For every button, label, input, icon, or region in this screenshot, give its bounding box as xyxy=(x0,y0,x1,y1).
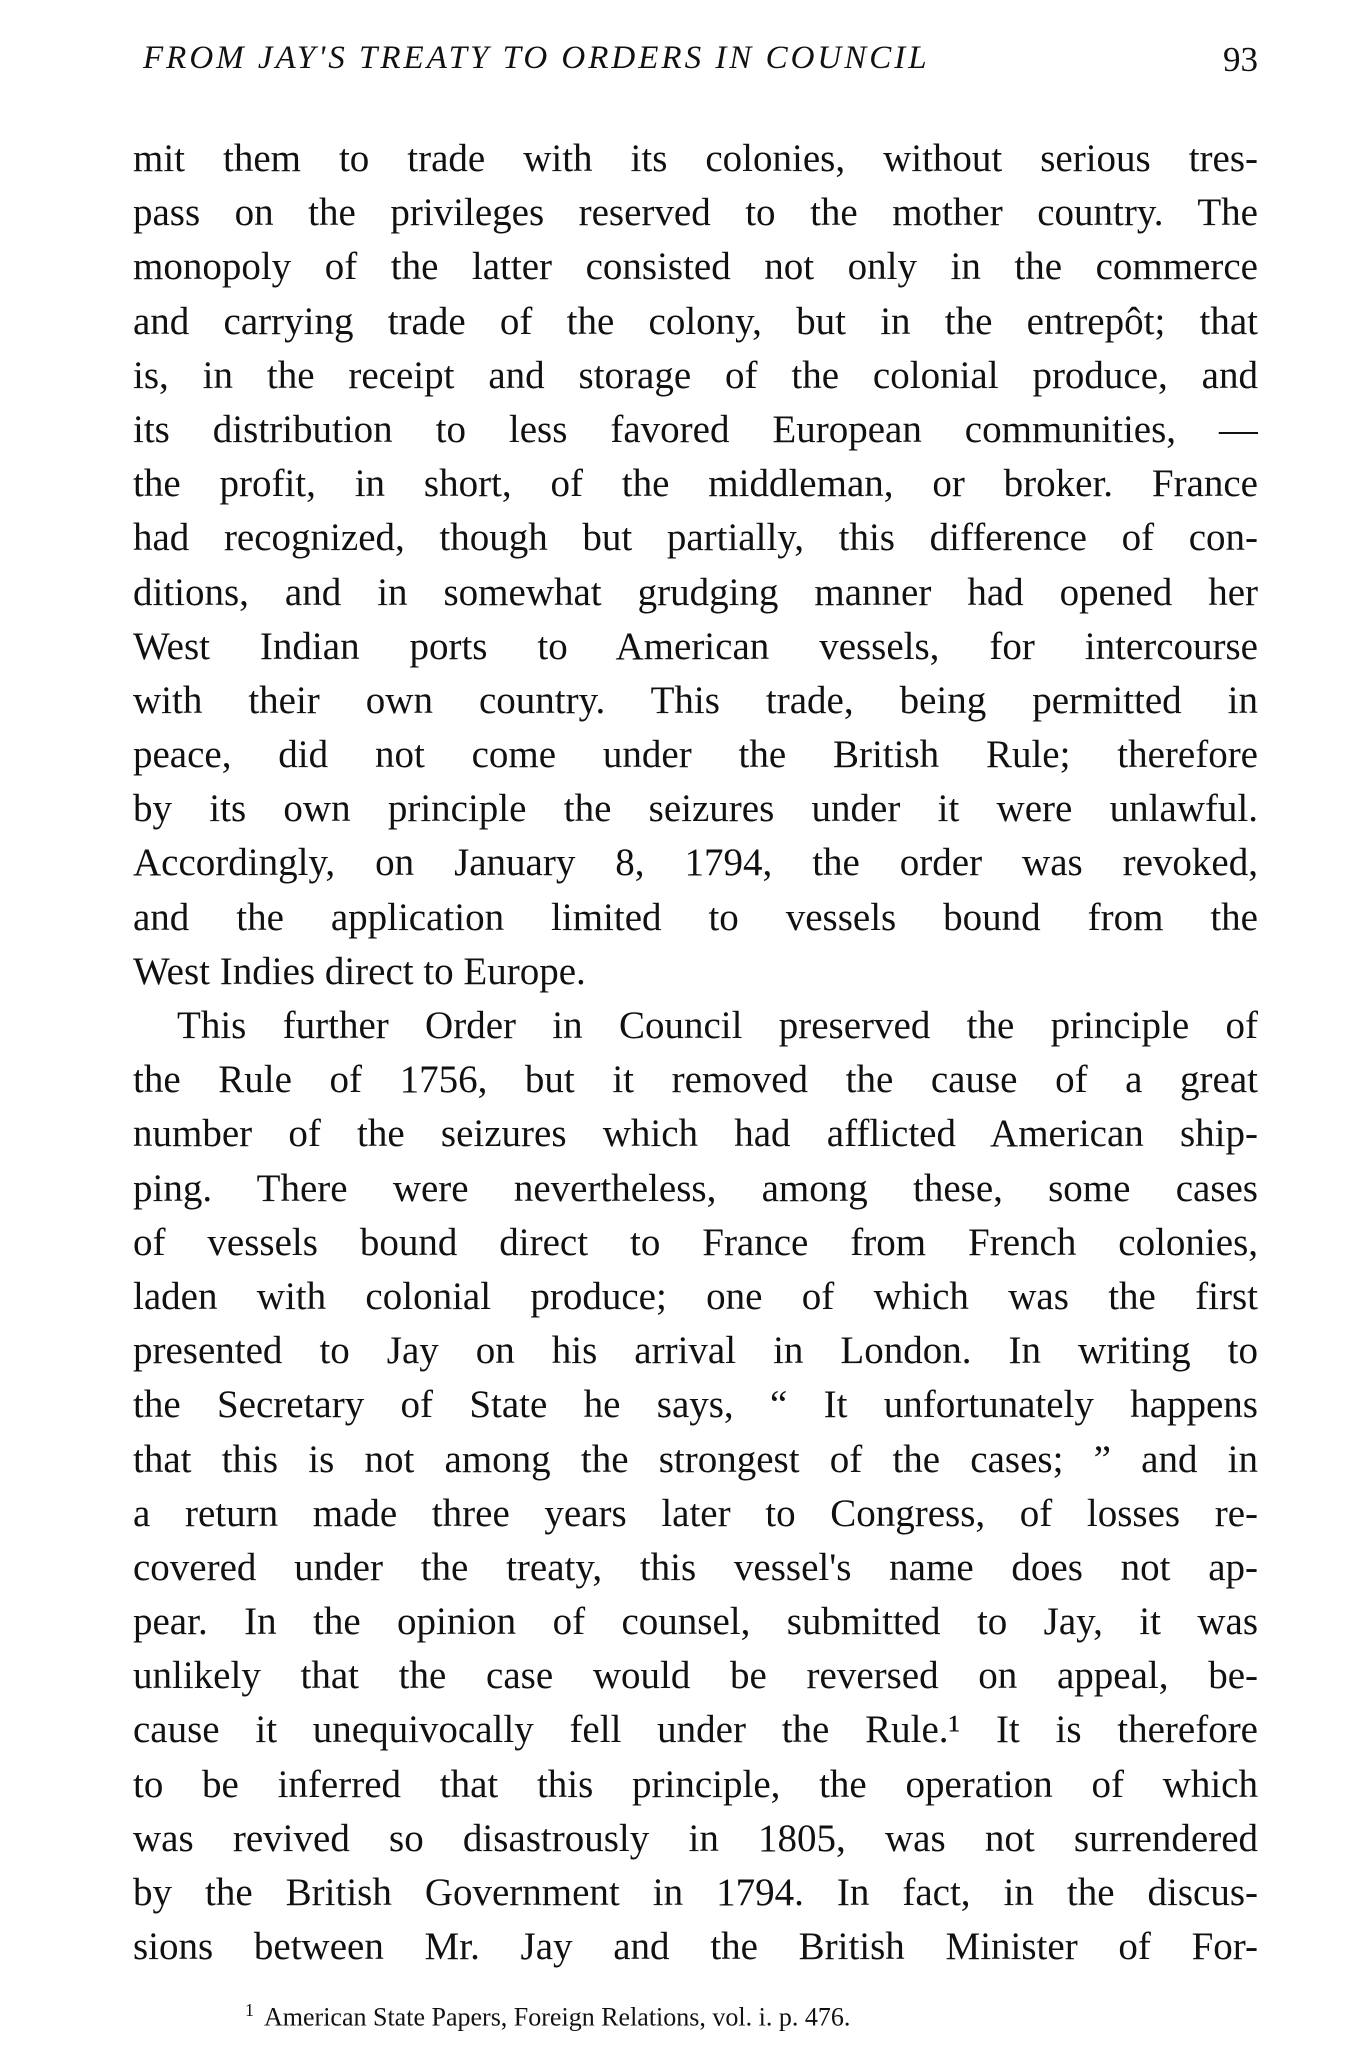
body-text xyxy=(133,132,1258,1974)
text-line: peace, did not come under the British Rule; therefore xyxy=(133,733,1258,777)
text-line: is, in the receipt and storage of the colonial produce, and xyxy=(133,353,1258,397)
text-line: pass on the privileges reserved to the mother country. The xyxy=(133,191,1258,235)
text-line: mit them to trade with its colonies, without serious tres- xyxy=(133,137,1258,180)
page-number: 93 xyxy=(1223,40,1258,79)
text-line: covered under the treaty, this vessel's name does not ap- xyxy=(133,1545,1258,1589)
text-line: West Indian ports to American vessels, for intercourse xyxy=(133,624,1258,668)
page-header xyxy=(133,40,1258,90)
text-line: monopoly of the latter consisted not only in the commerce xyxy=(133,245,1258,289)
text-line: was revived so disastrously in 1805, was not surrendered xyxy=(133,1816,1258,1860)
text-line: unlikely that the case would be reversed on appeal, be- xyxy=(133,1654,1258,1698)
text-line: West Indies direct to Europe. xyxy=(133,949,586,993)
text-line: of vessels bound direct to France from French colonies, xyxy=(133,1220,1258,1264)
text-line: pear. In the opinion of counsel, submitted to Jay, it was xyxy=(133,1600,1258,1644)
footnote-text: American State Papers, Foreign Relations, vol. i. p. 476. xyxy=(264,2002,851,2032)
text-line: and the application limited to vessels bound from the xyxy=(133,895,1258,939)
text-line: the profit, in short, of the middleman, or broker. France xyxy=(133,462,1258,506)
text-line: by the British Government in 1794. In fact, in the discus- xyxy=(133,1871,1258,1914)
text-line: ping. There were nevertheless, among these, some cases xyxy=(133,1166,1258,1210)
text-line: its distribution to less favored European communities, — xyxy=(133,407,1258,451)
text-line: the Rule of 1756, but it removed the cause of a great xyxy=(133,1058,1258,1102)
footnote xyxy=(245,2000,850,2033)
text-line: laden with colonial produce; one of which was the first xyxy=(133,1274,1258,1318)
footnote-marker: 1 xyxy=(245,2000,254,2020)
text-line: a return made three years later to Congress, of losses re- xyxy=(133,1491,1258,1535)
text-line: to be inferred that this principle, the operation of which xyxy=(133,1762,1258,1806)
text-line: that this is not among the strongest of the cases; ” and in xyxy=(133,1437,1258,1481)
text-line: had recognized, though but partially, this difference of con- xyxy=(133,516,1258,560)
running-head: FROM JAY'S TREATY TO ORDERS IN COUNCIL xyxy=(143,40,930,76)
text-line: This further Order in Council preserved the principle of xyxy=(177,1004,1258,1047)
text-line: number of the seizures which had afflicted American ship- xyxy=(133,1112,1258,1156)
text-line: with their own country. This trade, being permitted in xyxy=(133,678,1258,722)
text-line: presented to Jay on his arrival in London. In writing to xyxy=(133,1329,1258,1373)
text-line: by its own principle the seizures under it were unlawful. xyxy=(133,787,1258,831)
text-line: the Secretary of State he says, “ It unfortunately happens xyxy=(133,1383,1258,1427)
text-line: ditions, and in somewhat grudging manner had opened her xyxy=(133,570,1258,614)
text-line: Accordingly, on January 8, 1794, the order was revoked, xyxy=(133,841,1258,885)
text-line: sions between Mr. Jay and the British Minister of For- xyxy=(133,1925,1258,1969)
text-line: cause it unequivocally fell under the Rule.¹ It is therefore xyxy=(133,1708,1258,1752)
text-line: and carrying trade of the colony, but in the entrepôt; that xyxy=(133,299,1258,343)
